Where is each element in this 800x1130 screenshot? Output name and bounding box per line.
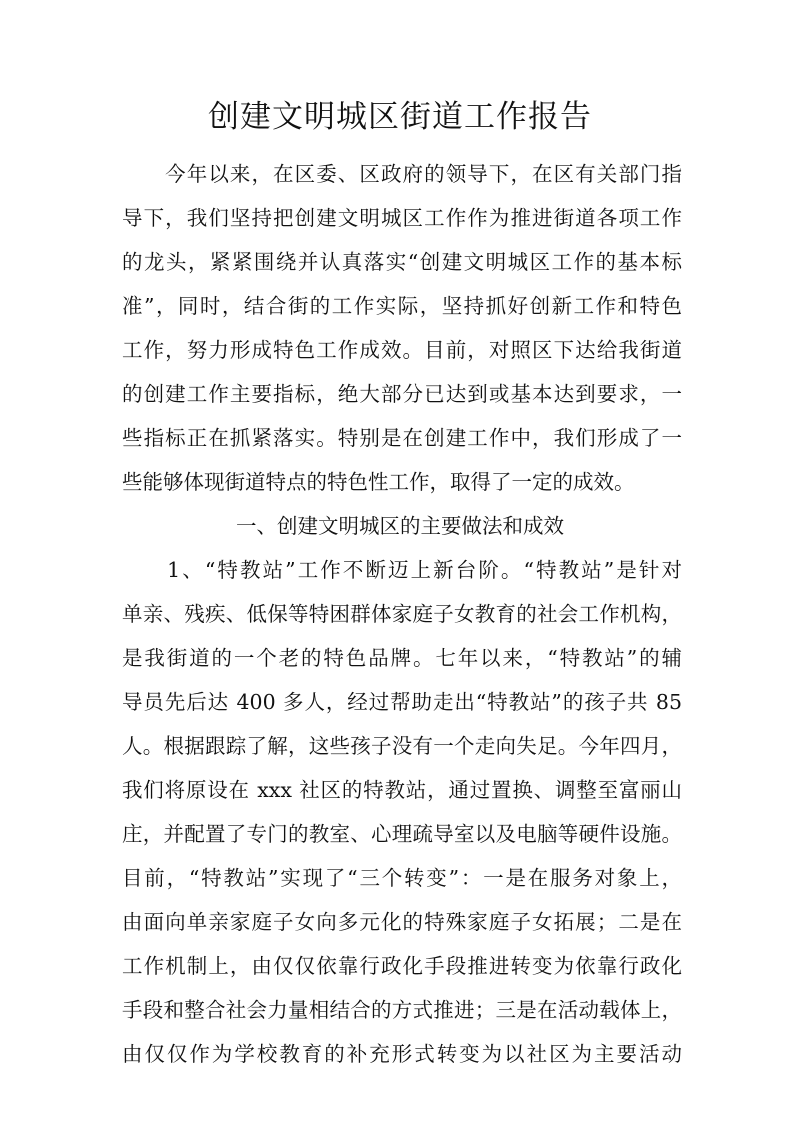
paragraph-line: 工作机制上，由仅仅依靠行政化手段推进转变为依靠行政化: [122, 954, 682, 978]
paragraph-line: 人。根据跟踪了解，这些孩子没有一个走向失足。今年四月，: [122, 734, 682, 758]
paragraph-line: 由面向单亲家庭子女向多元化的特殊家庭子女拓展；二是在: [122, 910, 682, 934]
paragraph-line: 导员先后达 400 多人，经过帮助走出“特教站”的孩子共 85: [122, 690, 682, 714]
paragraph-line: 准”，同时，结合街的工作实际，坚持抓好创新工作和特色: [122, 294, 682, 318]
paragraph-line: 手段和整合社会力量相结合的方式推进；三是在活动载体上，: [122, 998, 682, 1022]
paragraph-line: 我们将原设在 xxx 社区的特教站，通过置换、调整至富丽山: [122, 778, 682, 802]
paragraph-line: 导下，我们坚持把创建文明城区工作作为推进街道各项工作: [122, 206, 682, 230]
paragraph-line: 目前，“特教站”实现了“三个转变”：一是在服务对象上，: [122, 866, 682, 890]
paragraph-line: 今年以来，在区委、区政府的领导下，在区有关部门指: [122, 162, 682, 186]
paragraph-line: 是我街道的一个老的特色品牌。七年以来，“特教站”的辅: [122, 646, 682, 670]
section-heading: 一、创建文明城区的主要做法和成效: [236, 514, 564, 538]
paragraph-line: 单亲、残疾、低保等特困群体家庭子女教育的社会工作机构，: [122, 602, 682, 626]
paragraph-line: 由仅仅作为学校教育的补充形式转变为以社区为主要活动: [122, 1042, 682, 1066]
paragraph-line: 工作，努力形成特色工作成效。目前，对照区下达给我街道: [122, 338, 682, 362]
paragraph-line: 些指标正在抓紧落实。特别是在创建工作中，我们形成了一: [122, 426, 682, 450]
document-title: 创建文明城区街道工作报告: [208, 99, 592, 135]
paragraph-line: 的创建工作主要指标，绝大部分已达到或基本达到要求，一: [122, 382, 682, 406]
paragraph-line: 庄，并配置了专门的教室、心理疏导室以及电脑等硬件设施。: [122, 822, 682, 846]
paragraph-line: 些能够体现街道特点的特色性工作，取得了一定的成效。: [122, 470, 635, 494]
paragraph-line: 的龙头，紧紧围绕并认真落实“创建文明城区工作的基本标: [122, 250, 682, 274]
paragraph-line: 1、“特教站”工作不断迈上新台阶。“特教站”是针对: [122, 558, 682, 582]
